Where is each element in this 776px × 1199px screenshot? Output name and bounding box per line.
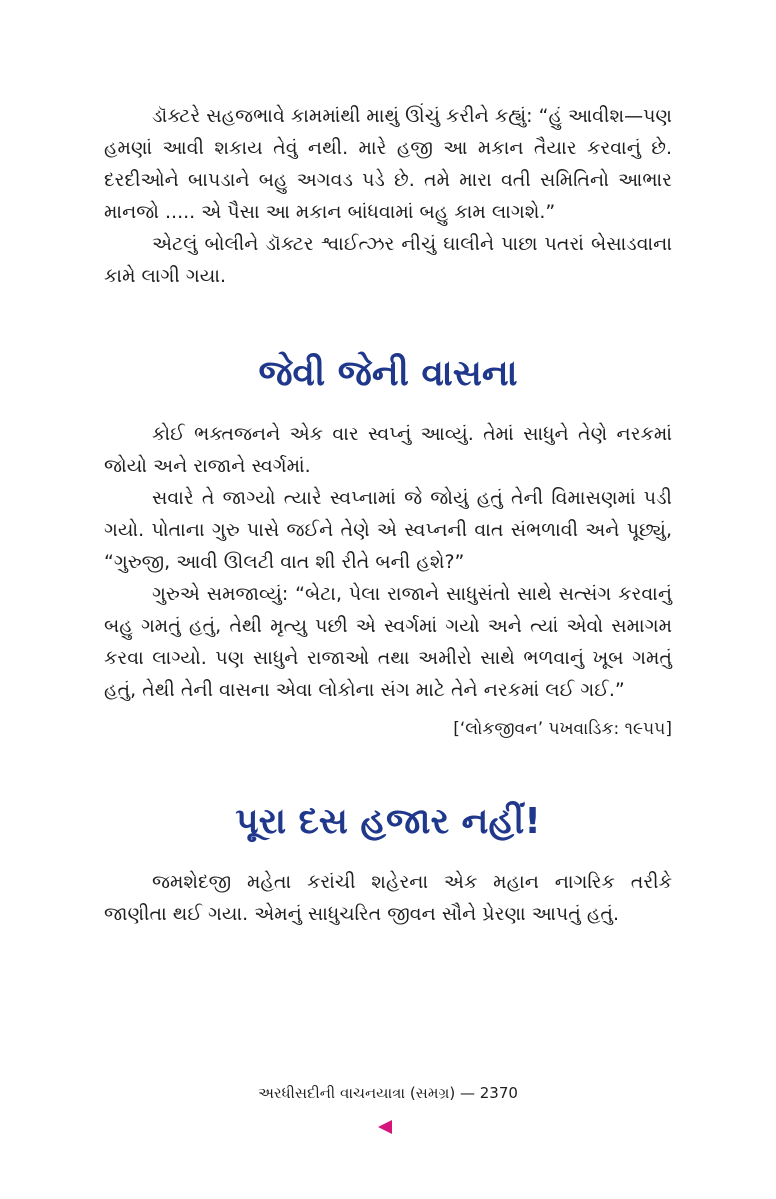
page-content (104, 100, 672, 930)
story2-paragraph-1: કોઈ ભક્તજનને એક વાર સ્વપ્નું આવ્યું. તેમાં સાધુને તેણે નરકમાં જોયો અને રાજાને સ્વર્ગમાં. (104, 423, 672, 477)
story1-paragraph-1: ડૉક્ટરે સહજભાવે કામમાંથી માથું ઊંચું કરીને કહ્યું: “હું આવીશ—પણ હમણાં આવી શકાય તેવું નથી. મારે હજી આ મકાન તૈયાર કરવાનું છે. દરદીઓને બાપડાને બહુ અગવડ પડે છે. તમે મારા વતી સમિતિનો આભાર માનજો ..... એ પૈસા આ મકાન બાંધવામાં બહુ કામ લાગશે.” (104, 105, 672, 223)
story3-title: પૂરા દસ હજાર નહીં! (235, 801, 541, 842)
story2-source-citation: [‘લોકજીવન’ પખવાડિક: ૧૯૫૫] (453, 719, 672, 739)
story2-title: જેવી જેની વાસના (258, 353, 518, 394)
page-footer: અરધીસદીની વાચનયાત્રા (સમગ્ર) — 2370 (258, 1084, 518, 1102)
story3-paragraph-1: જમશેદજી મહેતા કરાંચી શહેરના એક મહાન નાગરિક તરીકે જાણીતા થઈ ગયા. એમનું સાધુચરિત જીવન સૌને પ્રેરણા આપતું હતું. (104, 871, 672, 925)
story2-paragraph-2: સવારે તે જાગ્યો ત્યારે સ્વપ્નામાં જે જોયું હતું તેની વિમાસણમાં પડી ગયો. પોતાના ગુરુ પાસે જઈને તેણે એ સ્વપ્નની વાત સંભળાવી અને પૂછ્યું, “ગુરુજી, આવી ઊલટી વાત શી રીતે બની હશે?” (104, 487, 672, 573)
previous-page-arrow-icon[interactable] (378, 1120, 392, 1134)
story2-paragraph-3: ગુરુએ સમજાવ્યું: “બેટા, પેલા રાજાને સાધુસંતો સાથે સત્સંગ કરવાનું બહુ ગમતું હતું, તેથી મૃત્યુ પછી એ સ્વર્ગમાં ગયો અને ત્યાં એવો સમાગમ કરવા લાગ્યો. પણ સાધુને રાજાઓ તથા અમીરો સાથે ભળવાનું ખૂબ ગમતું હતું, તેથી તેની વાસના એવા લોકોના સંગ માટે તેને નરકમાં લઈ ગઈ.” (104, 583, 672, 701)
story1-paragraph-2: એટલું બોલીને ડૉક્ટર શ્વાઈત્ઝર નીચું ઘાલીને પાછા પતરાં બેસાડવાના કામે લાગી ગયા. (104, 233, 672, 287)
